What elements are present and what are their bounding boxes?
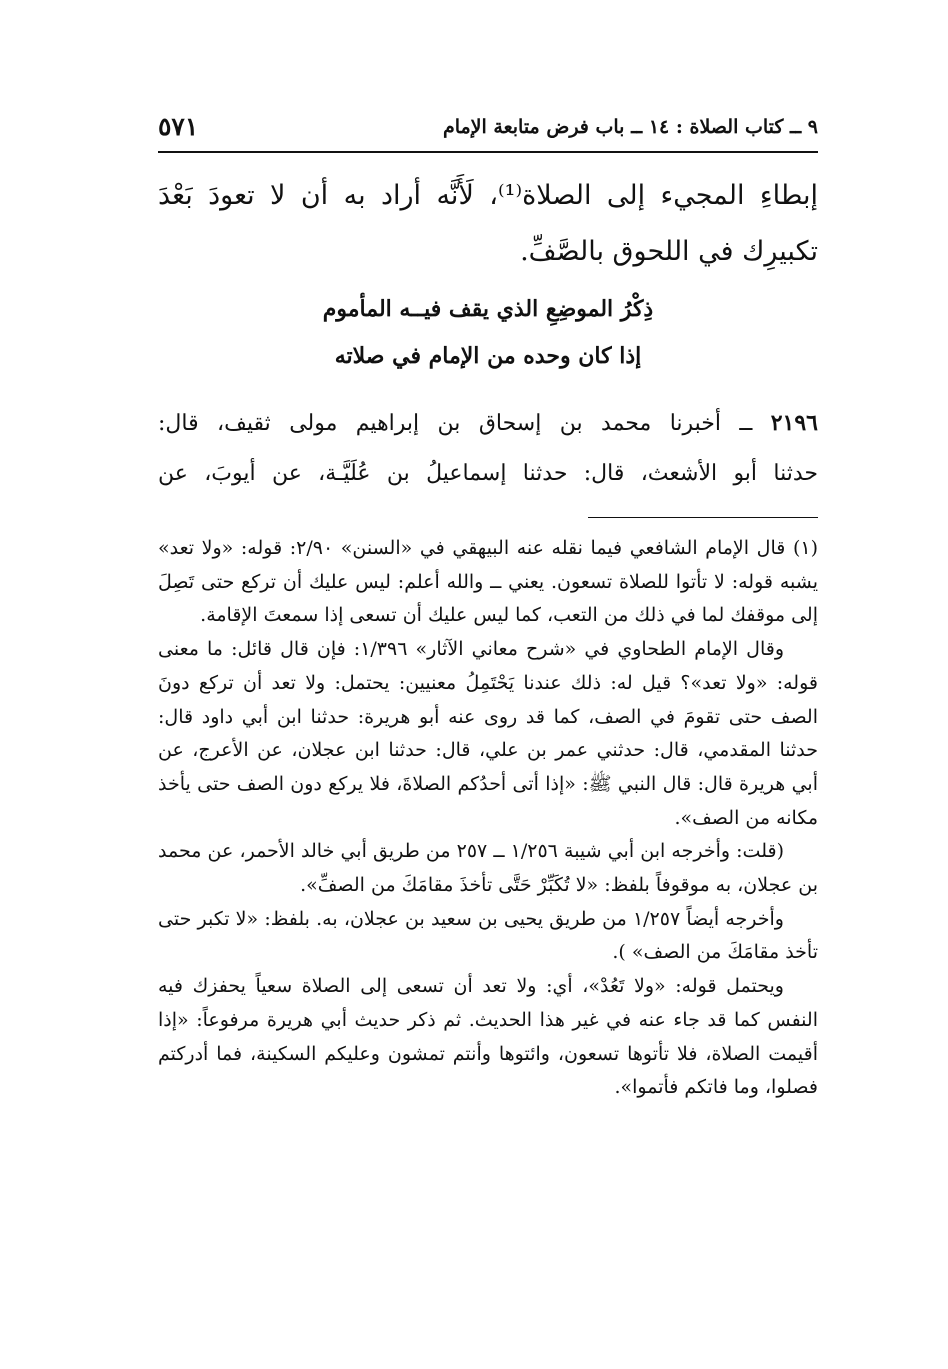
main-text	[158, 168, 818, 280]
section-heading-line-2: إذا كان وحده من الإمام في صلاته	[334, 343, 642, 369]
footnote-1-para-4: وأخرجه أيضاً ١/٢٥٧ من طريق يحيى بن سعيد بن عجلان، به. بلفظ: «لا تكبر حتى تأخذ مقامَكَ من الصف» ).	[158, 907, 818, 964]
hadith-line-2: حدثنا أبو الأشعث، قال: حدثنا إسماعيلُ بن عُلَيَّـة، عن أيوبَ، عن	[158, 461, 818, 486]
header-rule	[158, 151, 818, 153]
footnote-1-para-2: وقال الإمام الطحاوي في «شرح معاني الآثار» ١/٣٩٦: فإن قال قائل: ما معنى قوله: «ولا تعد»؟ قيل له: ذلك عندنا يَحْتَمِلُ معنيين: يحتمل: ولا تعد أن تركع دونَ الصف حتى تقومَ في الصف، كما قد روى عنه أبو هريرة: حدثنا ابن أبي داود قال: حدثنا المقدمي، قال: حدثني عمر بن علي، قال: حدثنا ابن عجلان، عن الأعرج، عن أبي هريرة قال: قال النبي ﷺ: «إذا أتى أحدُكم الصلاةَ، فلا يركع دون الصف حتى يأخذ مكانه من الصف».	[158, 638, 818, 829]
footnote-1-para-1-text: قال الإمام الشافعي فيما نقله عنه البيهقي في «السنن» ٢/٩٠: قوله: «ولا تعد» يشبه قوله: لا تأتوا للصلاة تسعون. يعني ــ والله أعلم: ليس عليك أن تركع حتى تَصِلَ إلى موقفك لما في ذلك من التعب، كما ليس عليك أن تسعى إذا سمعتَ الإقامة.	[158, 537, 818, 627]
footnotes	[158, 532, 818, 1105]
page-number: ٥٧١	[158, 112, 199, 141]
hadith-line-1-text: ــ أخبرنا محمد بن إسحاق بن إبراهيم مولى ثقيف، قال:	[158, 411, 753, 436]
footnote-separator	[588, 517, 818, 518]
main-text-line-1: إبطاءِ المجيء إلى الصلاة⁽¹⁾، لَأَنَّه أراد به أن لا تعودَ بَعْدَ	[158, 180, 818, 211]
hadith-number: ٢١٩٦	[770, 410, 818, 436]
footnote-1-para-1	[158, 532, 818, 633]
running-title: ٩ ــ كتاب الصلاة : ١٤ ــ باب فرض متابعة الإمام	[442, 116, 818, 138]
section-heading-line-1: ذِكْرُ الموضِعِ الذي يقف فيــه المأموم	[322, 296, 654, 322]
hadith-text	[158, 398, 818, 499]
page-header	[158, 108, 818, 144]
main-text-line-2: تكبيرِك في اللحوق بالصَّفِّ.	[520, 236, 818, 267]
footnote-marker: (١)	[792, 537, 818, 559]
hadith-line-1	[158, 398, 818, 449]
footnote-1-para-5: ويحتمل قوله: «ولا تَعُدْ»، أي: ولا تعد أن تسعى إلى الصلاة سعياً يحفزك فيه النفس كما قد جاء عنه في غير هذا الحديث. ثم ذكر حديث أبي هريرة مرفوعاً: «إذا أقيمت الصلاة، فلا تأتوها تسعون، وائتوها وأنتم تمشون وعليكم السكينة، فما أدركتم فصلوا، وما فاتكم فأتموا».	[158, 975, 818, 1099]
footnote-1-para-3: (قلت: وأخرجه ابن أبي شيبة ١/٢٥٦ ــ ٢٥٧ من طريق أبي خالد الأحمر، عن محمد بن عجلان، به موقوفاً بلفظ: «لا تُكَبِّرْ حَتَّى تأخذَ مقامَكَ من الصفِّ».	[158, 840, 818, 897]
